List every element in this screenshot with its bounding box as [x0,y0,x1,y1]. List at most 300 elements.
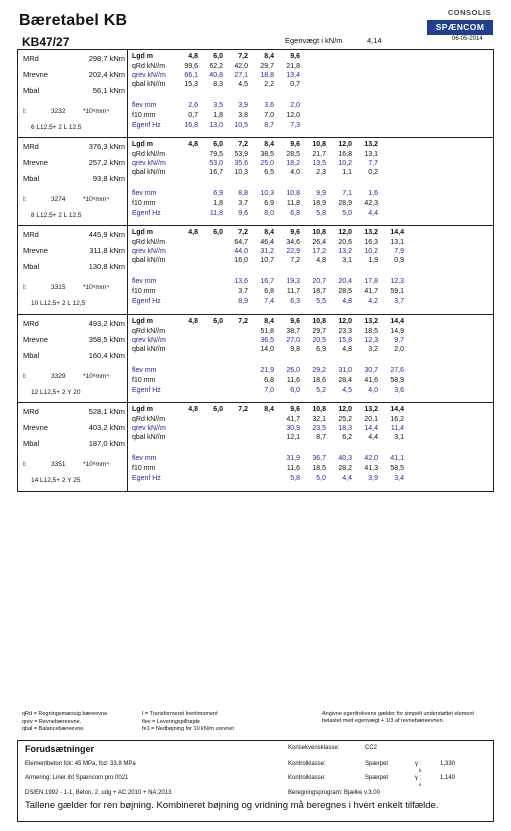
table-cell: 9,6 [290,405,300,413]
inertia-unit: *10⁶mm⁴ [83,284,110,292]
inertia-row [23,196,110,204]
table-cell: 0,7 [290,81,300,88]
table-cell: 79,5 [209,151,223,159]
table-cell: 44,0 [234,248,248,256]
gamma-symbol: γ : [415,761,422,767]
table-row [132,328,492,337]
table-cell: 3,6 [394,386,404,394]
property-value: 202,4 kNm [88,70,125,79]
table-cell: 40,3 [338,454,352,462]
row-label: Egenf Hz [132,386,161,394]
table-cell: 9,6 [290,53,300,60]
mrevne-row [23,423,125,432]
row-label: qbal kN//m [132,169,166,177]
table-cell: 7,2 [238,141,248,149]
table-row [132,112,492,121]
table-row [132,434,492,443]
table-cell: 10,8 [312,317,326,325]
table-cell: 42,3 [364,200,378,208]
table-cell: 41,3 [364,464,378,472]
table-cell: 11,4 [390,424,404,432]
table-cell: 12,0 [286,112,300,119]
inertia-value: 3274 [51,196,66,204]
row-label: flev mm [132,454,157,462]
table-cell: 16,8 [184,122,198,129]
table-cell: 11,7 [286,288,300,296]
table-cell: 26,4 [312,239,326,247]
table-cell: 13,1 [364,151,378,159]
property-value: 493,2 kNm [88,318,125,328]
table-cell: 12,0 [338,141,352,149]
property-label: MRd [23,230,39,240]
table-cell: 5,0 [342,210,352,218]
table-cell: 7,2 [238,405,248,413]
table-cell: 58,5 [390,464,404,472]
table-row [132,337,492,346]
table-cell: 41,1 [390,454,404,462]
property-label: Mrevne [23,246,49,256]
table-cell: 13,1 [390,239,404,247]
section-properties [18,138,128,225]
table-cell: 20,4 [338,278,352,286]
table-row [132,475,492,484]
table-row [132,425,492,434]
table-cell: 1,9 [368,257,378,265]
reinforcement-layout: 14 L12,5+ 2 Y 25 [31,476,81,484]
row-label: Lgd m [132,53,153,60]
table-cell: 15,3 [184,81,198,88]
mrd-row [23,54,125,63]
inertia-unit: *10⁶mm⁴ [83,372,110,380]
table-row [132,169,492,178]
table-cell: 8,0 [264,210,274,218]
property-value: 403,2 kNm [88,422,125,432]
table-cell: 40,8 [209,72,223,79]
table-cell: 6,8 [264,288,274,296]
table-cell: 14,4 [390,405,404,413]
table-cell: 20,6 [338,239,352,247]
property-label: MRd [23,318,39,328]
table-cell: 10,5 [234,122,248,129]
consequence-class-value: CC2 [365,745,378,751]
legend-middle [142,711,234,734]
table-cell: 41,6 [364,376,378,384]
gamma-subscript: s [419,782,422,787]
table-cell: 9,6 [290,141,300,149]
table-row [132,248,492,257]
table-cell: 42,0 [234,63,248,70]
table-cell: 6,0 [213,405,223,413]
inertia-value: 3329 [51,372,66,380]
table-cell: 13,2 [364,317,378,325]
design-standard: DS/EN 1992 - 1-1, Beton, 2. udg + AC:2010 + NA:2013 [25,790,172,796]
table-cell: 28,5 [338,288,352,296]
table-cell: 13,4 [286,72,300,79]
page-title: Bæretabel KB [19,12,128,29]
self-weight-value: 4,14 [367,36,382,45]
property-value: 445,9 kNm [88,230,125,240]
table-row [132,416,492,425]
table-cell: 0,7 [188,112,198,119]
table-cell: 12,0 [338,229,352,237]
inertia-row [23,372,110,380]
inertia-label: I: [23,372,27,380]
concrete-spec: Elementbeton fck: 45 MPa, fcd: 33,8 MPa [25,761,136,767]
table-cell: 7,4 [264,298,274,306]
row-label: qRd kN//m [132,239,166,247]
table-cell: 20,7 [312,278,326,286]
bending-note: Tallene gælder for ren bøjning. Kombineret bøjning og vridning må beregnes i hvert enkelt tilfælde. [25,800,439,811]
property-value: 528,1 kNm [88,406,125,416]
table-cell: 14,4 [390,229,404,237]
row-label: flev mm [132,102,157,109]
table-cell: 12,0 [338,317,352,325]
legend-line: I = Transformeret Inertimoment [142,711,218,717]
table-cell: 7,2 [238,229,248,237]
row-label: Lgd m [132,141,153,149]
table-cell: 31,9 [286,454,300,462]
table-cell: 18,7 [312,288,326,296]
property-label: MRd [23,406,39,416]
table-cell: 28,2 [338,464,352,472]
table-cell: 29,2 [312,366,326,374]
table-cell: 58,9 [390,376,404,384]
table-cell: 5,2 [316,386,326,394]
table-cell: 6,9 [316,345,326,353]
beam-group [18,403,493,491]
section-properties [18,315,128,402]
legend-left [22,711,109,734]
table-cell: 4,4 [368,210,378,218]
control-class-label: Kontrolklasse: [288,775,326,781]
table-cell: 66,1 [184,72,198,79]
table-cell: 4,8 [188,229,198,237]
row-label: Egenf Hz [132,298,161,306]
row-label: flev mm [132,190,157,198]
table-cell: 23,5 [312,424,326,432]
table-cell: 7,2 [238,53,248,60]
table-cell: 30,9 [286,424,300,432]
table-cell: 7,9 [394,248,404,256]
row-label: Egenf Hz [132,210,161,218]
legend-line: qbal = Balancebæreevne. [22,726,85,732]
mrd-row [23,142,125,151]
reinforcement-layout: 10 L12,5+ 2 L 12,5 [31,300,86,308]
table-cell: 8,3 [213,81,223,88]
table-cell: 1,1 [342,169,352,177]
table-cell: 51,8 [260,327,274,335]
table-cell: 4,0 [290,169,300,177]
table-cell: 3,6 [264,102,274,109]
table-cell: 13,2 [364,405,378,413]
table-cell: 20,5 [312,336,326,344]
table-cell: 18,9 [312,200,326,208]
table-cell: 6,9 [264,200,274,208]
table-cell: 5,8 [316,210,326,218]
table-cell: 8,9 [238,298,248,306]
table-cell: 5,8 [290,474,300,482]
row-label: Egenf Hz [132,474,161,482]
table-row [132,387,492,396]
legend-line: qrev = Revnebæreevne. [22,718,82,725]
property-label: MRd [23,54,39,63]
table-cell: 10,2 [364,248,378,256]
table-cell: 41,7 [286,415,300,423]
beam-group [18,138,493,226]
inertia-label: I: [23,460,27,468]
table-cell: 23,3 [338,327,352,335]
inertia-value: 3351 [51,460,66,468]
row-label: qrev kN//m [132,72,166,79]
table-cell: 18,2 [286,160,300,168]
table-cell: 7,2 [290,257,300,265]
mrd-row [23,319,125,328]
table-cell: 34,6 [286,239,300,247]
self-weight-label: Egenvægt i kN/m [285,36,343,45]
table-row [132,239,492,248]
mrevne-row [23,335,125,344]
table-row [132,160,492,169]
table-cell: 46,4 [260,239,274,247]
reinforcement-spec: Armering: Liner iht Spæncom pro 0021 [25,775,129,781]
property-value: 257,2 kNm [88,158,125,168]
table-cell: 3,4 [394,474,404,482]
legend-line: qRd = Regningsmæssig bæreevne. [22,711,109,717]
gamma-symbol: γ : [415,775,422,781]
table-cell: 27,0 [286,336,300,344]
table-row [132,229,492,238]
table-cell: 12,0 [338,405,352,413]
table-cell: 1,8 [213,200,223,208]
row-label: flev mm [132,278,157,286]
table-cell: 6,0 [213,53,223,60]
table-cell: 64,7 [234,239,248,247]
row-label: f10 mm [132,464,156,472]
table-cell: 1,8 [213,112,223,119]
table-cell: 0,9 [394,257,404,265]
table-cell: 4,0 [368,386,378,394]
row-label: qbal kN//m [132,345,166,353]
table-row [132,53,492,62]
table-row [132,278,492,287]
property-label: Mbal [23,174,40,184]
table-cell: 9,6 [290,229,300,237]
table-cell: 4,8 [188,405,198,413]
table-cell: 4,5 [342,386,352,394]
table-cell: 6,0 [290,386,300,394]
table-cell: 31,0 [338,366,352,374]
table-cell: 8,8 [238,190,248,198]
table-cell: 28,4 [338,376,352,384]
table-cell: 7,0 [264,112,274,119]
table-cell: 8,7 [264,122,274,129]
table-row [132,318,492,327]
table-cell: 20,1 [364,415,378,423]
table-cell: 10,3 [234,169,248,177]
table-cell: 10,2 [338,160,352,168]
row-label: Lgd m [132,317,153,325]
table-cell: 36,7 [312,454,326,462]
table-cell: 10,7 [260,257,274,265]
assumptions-heading: Forudsætninger [25,744,94,754]
section-properties [18,403,128,491]
property-label: Mbal [23,350,40,360]
table-row [132,200,492,209]
table-cell: 16,3 [364,239,378,247]
row-label: Lgd m [132,405,153,413]
table-row [132,190,492,199]
table-cell: 29,7 [260,63,274,70]
table-cell: 9,6 [290,317,300,325]
row-label: qrev kN//m [132,248,166,256]
table-cell: 7,3 [290,122,300,129]
table-cell: 4,8 [188,317,198,325]
table-cell: 27,6 [390,366,404,374]
table-cell: 4,8 [342,345,352,353]
table-row [132,288,492,297]
inertia-label: I: [23,284,27,292]
table-cell: 1,6 [368,190,378,198]
inertia-value: 3232 [51,108,66,115]
table-cell: 3,9 [368,474,378,482]
reinforcement-layout: 6 L12,5+ 2 L 12,5 [31,124,82,131]
property-label: Mbal [23,262,40,272]
property-value: 56,1 kNm [92,86,125,95]
table-cell: 0,2 [368,169,378,177]
table-cell: 6,9 [213,190,223,198]
table-cell: 6,0 [213,317,223,325]
table-cell: 17,8 [364,278,378,286]
table-cell: 13,2 [364,229,378,237]
row-label: qrev kN//m [132,336,166,344]
inertia-label: I: [23,108,27,115]
table-cell: 12,3 [390,278,404,286]
table-row [132,465,492,474]
property-label: Mbal [23,438,40,448]
table-cell: 53,0 [209,160,223,168]
table-cell: 2,3 [316,169,326,177]
table-cell: 62,2 [209,63,223,70]
row-label: qRd kN//m [132,415,166,423]
property-value: 93,8 kNm [92,174,125,184]
table-cell: 21,7 [312,151,326,159]
mrevne-row [23,158,125,167]
table-cell: 4,4 [368,433,378,441]
capacity-table [17,49,494,492]
table-cell: 5,0 [316,474,326,482]
table-row [132,102,492,111]
table-cell: 38,7 [286,327,300,335]
table-cell: 4,2 [368,298,378,306]
table-cell: 7,7 [368,160,378,168]
property-value: 298,7 kNm [88,54,125,63]
row-label: qrev kN//m [132,160,166,168]
table-cell: 3,7 [238,200,248,208]
table-cell: 16,7 [209,169,223,177]
consequence-class-label: Konsekvensklasse: [288,745,340,751]
table-cell: 8,4 [264,405,274,413]
table-cell: 14,4 [390,317,404,325]
table-cell: 4,8 [342,298,352,306]
table-cell: 3,9 [238,102,248,109]
table-cell: 14,4 [364,424,378,432]
table-cell: 13,6 [234,278,248,286]
table-cell: 25,0 [260,160,274,168]
reinforcement-layout: 12 L12,5+ 2 Y 20 [31,388,81,396]
section-properties [18,50,128,137]
element-type: KB47/27 [22,35,70,49]
table-cell: 15,8 [338,336,352,344]
table-row [132,122,492,131]
table-cell: 4,8 [188,141,198,149]
control-class-type: Spærpet [365,761,389,767]
table-row [132,367,492,376]
table-cell: 3,7 [238,288,248,296]
table-cell: 10,8 [312,141,326,149]
table-cell: 12,1 [286,433,300,441]
table-cell: 30,7 [364,366,378,374]
gamma-subscript: b [419,768,422,773]
table-cell: 13,2 [338,248,352,256]
table-cell: 8,4 [264,141,274,149]
row-label: Lgd m [132,229,153,237]
property-value: 160,4 kNm [88,350,125,360]
row-label: f10 mm [132,200,156,208]
table-cell: 2,0 [290,102,300,109]
mrd-row [23,230,125,239]
table-row [132,377,492,386]
table-cell: 14,0 [260,345,274,353]
table-cell: 18,3 [338,424,352,432]
table-cell: 2,2 [264,81,274,88]
row-label: f10 mm [132,112,156,119]
table-cell: 36,5 [260,336,274,344]
table-row [132,63,492,72]
table-cell: 6,0 [213,141,223,149]
property-label: Mrevne [23,422,49,432]
row-label: qRd kN//m [132,327,166,335]
frequency-note: Angivne egenfrekvens gælder for simpelt understøttet element belastet med egenvægt + 1/3 af revnebæreevnen. [322,711,474,724]
inertia-row [23,284,110,292]
table-cell: 9,6 [238,210,248,218]
table-cell: 4,8 [188,53,198,60]
table-cell: 35,6 [234,160,248,168]
table-cell: 53,9 [234,151,248,159]
inertia-unit: *10⁶mm⁴ [83,196,110,204]
table-cell: 27,1 [234,72,248,79]
mrevne-row [23,246,125,255]
brand-top-text: CONSOLIS [447,8,491,17]
table-cell: 28,5 [286,151,300,159]
property-value: 187,0 kNm [88,438,125,448]
table-row [132,406,492,415]
table-cell: 99,6 [184,63,198,70]
table-cell: 7,0 [264,386,274,394]
table-cell: 18,5 [312,464,326,472]
table-cell: 31,2 [260,248,274,256]
table-cell: 10,8 [312,405,326,413]
table-cell: 18,8 [260,72,274,79]
mbal-row [23,351,125,360]
calculation-program: Beregningsprogram: Bjælke v.3.00 [288,790,380,796]
table-row [132,72,492,81]
mrevne-row [23,70,125,79]
table-row [132,257,492,266]
table-cell: 9,9 [316,190,326,198]
table-cell: 19,3 [286,278,300,286]
row-label: qbal kN//m [132,433,166,441]
document-date: 06-05-2014 [452,36,483,42]
